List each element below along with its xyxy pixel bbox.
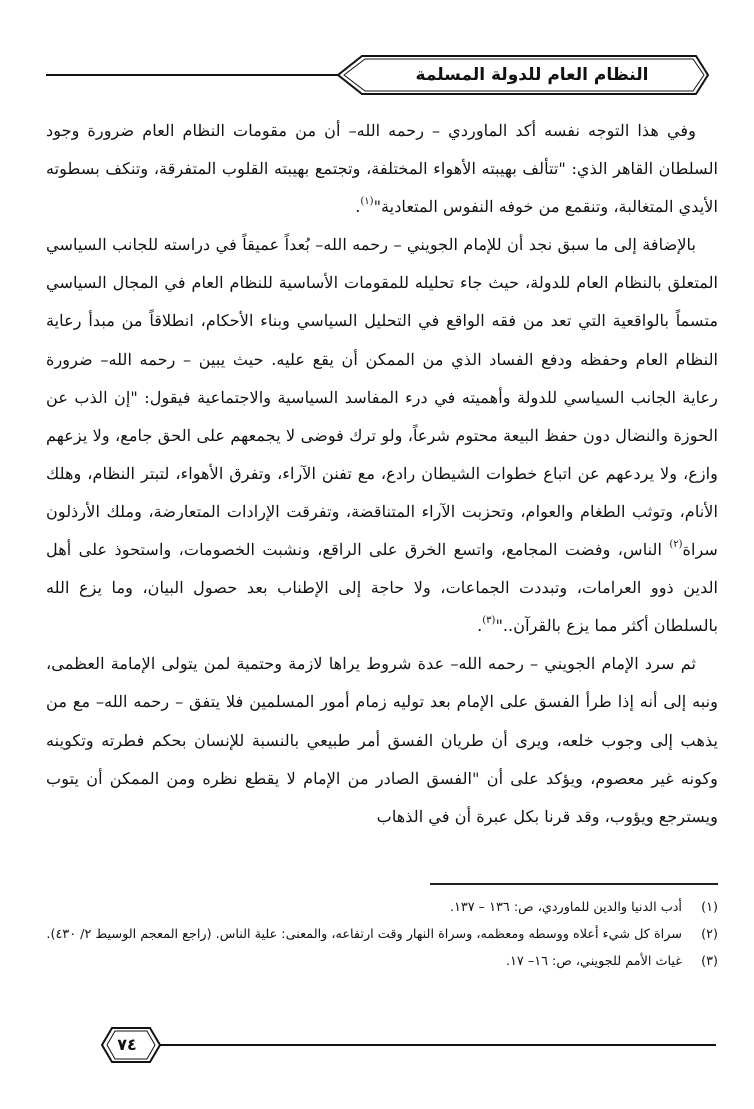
footnote-separator xyxy=(430,883,718,885)
footnote-number: (١) xyxy=(701,900,718,915)
paragraph-2-tail: الناس، وفضت المجامع، واتسع الخرق على الراقع، ونشبت الخصومات، واستحوذ على أهل الدين ذوو العرامات، وتبددت الجماعات، ولا حاجة إلى الإطناب بعد حصول البيان، وما يزع الله بالسلطان أكثر مما يزع بالقرآن.." xyxy=(46,540,718,636)
header-title: النظام العام للدولة المسلمة xyxy=(415,65,649,85)
paragraph-1 xyxy=(46,112,718,226)
footnote-text: أدب الدنيا والدين للماوردي، ص: ١٣٦ – ١٣٧. xyxy=(449,900,682,915)
paragraph-2-tail2: . xyxy=(477,616,483,636)
footnote-ref-1: (١) xyxy=(360,196,374,208)
footnote-text: غياث الأمم للجويني، ص: ١٦– ١٧. xyxy=(505,954,682,969)
footnote-2 xyxy=(46,923,718,947)
paragraph-1-tail: . xyxy=(355,197,361,217)
running-header xyxy=(40,40,720,102)
main-text xyxy=(46,112,718,836)
paragraph-1-text: وفي هذا التوجه نفسه أكد الماوردي – رحمه الله– أن من مقومات النظام العام ضرورة وجود السلطان القاهر الذي: "تتألف بهيبته الأهواء المختلفة، وتجتمع بهيبته القلوب المتفرقة، وتنكف بسطوته الأيدي المتغالبة، وتنقمع من خوفه النفوس المتعادية" xyxy=(46,121,718,217)
footnote-3 xyxy=(46,950,718,974)
page-footer xyxy=(40,1022,720,1070)
footnote-text: سراة كل شيء أعلاه ووسطه ومعظمه، وسراة النهار وقت ارتفاعه، والمعنى: علية الناس. (راجع المعجم الوسيط ٢/ ٤٣٠). xyxy=(46,927,682,942)
paragraph-3 xyxy=(46,645,718,835)
footnote-number: (٣) xyxy=(701,954,718,969)
paragraph-3-text: ثم سرد الإمام الجويني – رحمه الله– عدة شروط يراها لازمة وحتمية لمن يتولى الإمامة العظمى، ونبه إلى أنه إذا طرأ الفسق على الإمام بعد توليه زمام أمور المسلمين فلا يتفق – رحمه الله– مع من يذهب إلى وجوب خلعه، ويرى أن طريان الفسق أمر طبيعي بالنسبة للإنسان بحكم فطرته وتكوينه وكونه غير معصوم، ويؤكد على أن "الفسق الصادر من الإمام لا يقطع نظره ومن الممكن أن يتوب ويسترجع ويؤوب، وقد قرنا بكل عبرة أن في الذهاب xyxy=(46,654,718,826)
paragraph-2-text: بالإضافة إلى ما سبق نجد أن للإمام الجويني – رحمه الله– بُعداً عميقاً في دراسته للجانب السياسي المتعلق بالنظام العام للدولة، حيث جاء تحليله للمقومات الأساسية للنظام العام في المجال السياسي متسماً بالواقعية التي تعد من فقه الواقع في التحليل السياسي وبناء الأحكام، انطلاقاً من مبدأ رعاية النظام العام وحفظه ودفع الفساد الذي من الممكن أن يقع عليه. حيث يبين – رحمه الله– ضرورة رعاية الجانب السياسي للدولة وأهميته في درء المفاسد السياسية والاجتماعية فيقول: "إن الذب عن الحوزة والنضال دون حفظ البيعة محتوم شرعاً، ولو ترك فوضى لا يجمعهم على الحق جامع، ولا يزعهم وازع، ولا يردعهم عن اتباع خطوات الشيطان رادع، مع تفنن الآراء، وتفرق الأهواء، لتبتر النظام، وهلك الأنام، وتوثب الطغام والعوام، وتحزبت الآراء المتناقضة، وتفرقت الإرادات المتعارضة، وملك الأرذلون سراة xyxy=(46,235,718,560)
footnote-number: (٢) xyxy=(701,927,718,942)
page-number: ٧٤ xyxy=(117,1035,137,1054)
footnotes xyxy=(46,896,718,977)
footnote-ref-3: (٣) xyxy=(482,615,496,627)
footnote-1 xyxy=(46,896,718,920)
paragraph-2 xyxy=(46,226,718,645)
footnote-ref-2: (٢) xyxy=(669,539,683,551)
